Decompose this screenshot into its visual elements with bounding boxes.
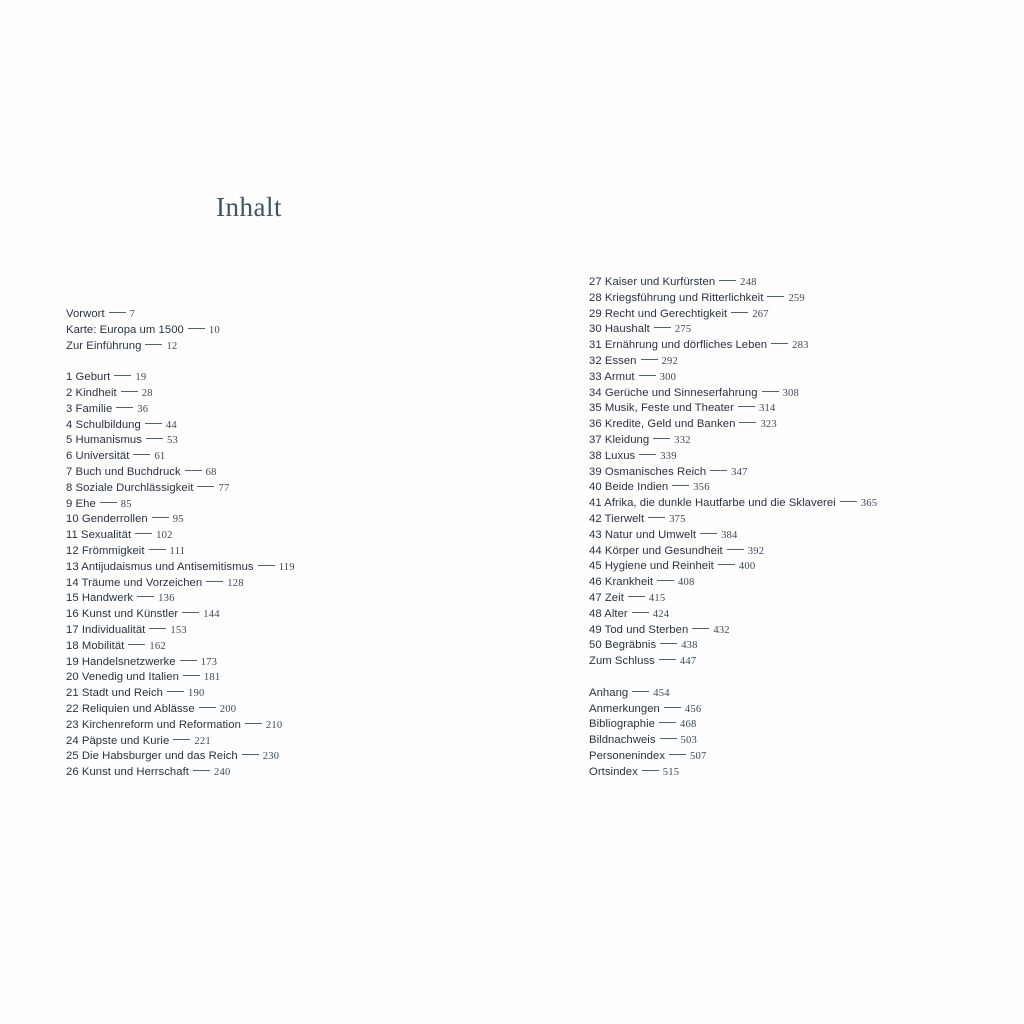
toc-entry-label: 7 Buch und Buchdruck — [66, 465, 181, 478]
toc-entry[interactable] — [66, 749, 546, 765]
toc-entry[interactable] — [66, 339, 546, 355]
toc-entry-label: 25 Die Habsburger und das Reich — [66, 750, 238, 763]
toc-entry-label: 19 Handelsnetzwerke — [66, 655, 176, 668]
toc-entry[interactable] — [66, 591, 546, 607]
toc-entry[interactable] — [589, 449, 1009, 465]
toc-column-right — [589, 275, 1009, 781]
toc-leader-rule — [146, 438, 163, 439]
toc-entry[interactable] — [589, 544, 1009, 560]
toc-leader-rule — [180, 660, 197, 661]
toc-leader-rule — [114, 375, 131, 376]
toc-entry[interactable] — [66, 497, 546, 513]
toc-entry-page: 181 — [203, 672, 221, 684]
toc-leader-rule — [188, 328, 205, 329]
toc-entry-label: 26 Kunst und Herrschaft — [66, 766, 189, 779]
toc-entry-page: 415 — [648, 592, 666, 604]
toc-group-gap — [589, 670, 1009, 686]
toc-leader-rule — [135, 533, 152, 534]
toc-entry-page: 400 — [738, 561, 756, 573]
toc-entry-label: 9 Ehe — [66, 497, 96, 510]
toc-entry-page: 375 — [669, 513, 686, 525]
toc-leader-rule — [128, 644, 145, 645]
toc-leader-rule — [771, 343, 788, 344]
toc-entry[interactable] — [66, 449, 546, 465]
toc-entry-label: Karte: Europa um 1500 — [66, 323, 184, 336]
toc-leader-rule — [718, 564, 735, 565]
toc-entry-page: 384 — [721, 529, 738, 541]
toc-entry[interactable] — [66, 734, 546, 750]
toc-entry[interactable] — [66, 670, 546, 686]
toc-entry[interactable] — [589, 528, 1009, 544]
toc-entry[interactable] — [589, 354, 1009, 370]
toc-entry-label: 8 Soziale Durchlässigkeit — [66, 481, 194, 494]
toc-entry[interactable] — [589, 338, 1009, 354]
toc-entry-page: 119 — [278, 561, 295, 573]
toc-entry-page: 200 — [219, 703, 237, 715]
toc-entry[interactable] — [66, 623, 546, 639]
toc-entry-label: Anhang — [589, 686, 629, 699]
toc-entry-label: 42 Tierwelt — [589, 512, 645, 525]
toc-entry-label: 15 Handwerk — [66, 592, 134, 605]
toc-entry[interactable] — [66, 639, 546, 655]
toc-entry-page: 12 — [166, 340, 178, 352]
toc-entry-page: 136 — [158, 593, 175, 605]
toc-entry-label: 18 Mobilität — [66, 639, 125, 652]
toc-entry-label: 5 Humanismus — [66, 434, 142, 447]
toc-entry-page: 95 — [172, 514, 184, 526]
toc-entry-page: 332 — [674, 434, 691, 446]
toc-entry[interactable] — [589, 496, 1009, 512]
toc-entry[interactable] — [589, 386, 1009, 402]
toc-entry[interactable] — [589, 765, 1009, 781]
toc-entry[interactable] — [589, 654, 1009, 670]
toc-entry-page: 300 — [659, 371, 677, 383]
toc-entry-page: 230 — [262, 751, 280, 763]
toc-entry-page: 456 — [684, 703, 702, 715]
toc-entry-label: Bildnachweis — [589, 734, 656, 747]
toc-entry-page: 308 — [782, 387, 800, 399]
toc-entry[interactable] — [589, 307, 1009, 323]
toc-entry-page: 221 — [194, 735, 211, 747]
toc-entry-page: 10 — [208, 324, 220, 336]
toc-leader-rule — [727, 549, 744, 550]
toc-leader-rule — [738, 406, 755, 407]
toc-entry-label: 36 Kredite, Geld und Banken — [589, 418, 736, 431]
toc-entry[interactable] — [66, 386, 546, 402]
toc-entry-label: 10 Genderrollen — [66, 513, 148, 526]
toc-entry-label: 32 Essen — [589, 354, 637, 367]
toc-entry-page: 210 — [265, 719, 283, 731]
toc-leader-rule — [197, 486, 214, 487]
toc-entry-page: 44 — [165, 419, 177, 431]
toc-entry-page: 102 — [156, 530, 173, 542]
toc-entry[interactable] — [589, 275, 1009, 291]
toc-entry-label: Zur Einführung — [66, 339, 142, 352]
toc-entry[interactable] — [589, 749, 1009, 765]
toc-leader-rule — [657, 580, 674, 581]
toc-leader-rule — [193, 770, 210, 771]
toc-leader-rule — [719, 280, 736, 281]
toc-entry-page: 454 — [653, 687, 670, 699]
toc-leader-rule — [660, 643, 677, 644]
toc-leader-rule — [109, 312, 126, 313]
toc-entry[interactable] — [589, 417, 1009, 433]
toc-entry[interactable] — [66, 402, 546, 418]
toc-entry-label: 3 Familie — [66, 402, 113, 415]
toc-entry-label: Personenindex — [589, 749, 666, 762]
toc-entry-label: 11 Sexualität — [66, 529, 132, 542]
toc-entry-label: 46 Krankheit — [589, 576, 654, 589]
toc-entry-label: 30 Haushalt — [589, 323, 650, 336]
toc-entry-label: 14 Träume und Vorzeichen — [66, 576, 203, 589]
toc-entry[interactable] — [589, 559, 1009, 575]
toc-entry-label: Vorwort — [66, 308, 105, 320]
toc-entry-page: 438 — [681, 640, 698, 652]
toc-entry-label: 31 Ernährung und dörfliches Leben — [589, 339, 768, 352]
toc-entry-page: 77 — [218, 482, 230, 494]
toc-entry-label: 6 Universität — [66, 450, 130, 463]
toc-entry[interactable] — [589, 702, 1009, 718]
toc-leader-rule — [137, 596, 154, 597]
toc-entry[interactable] — [589, 717, 1009, 733]
toc-entry-label: 37 Kleidung — [589, 433, 650, 446]
toc-entry-page: 144 — [203, 609, 220, 621]
toc-entry-page: 424 — [652, 608, 670, 620]
toc-entry[interactable] — [66, 576, 546, 592]
toc-leader-rule — [660, 738, 677, 739]
toc-entry-label: 45 Hygiene und Reinheit — [589, 560, 714, 573]
toc-leader-rule — [672, 485, 689, 486]
toc-entry-label: 35 Musik, Feste und Theater — [589, 402, 734, 415]
toc-leader-rule — [739, 422, 756, 423]
toc-entry[interactable] — [589, 623, 1009, 639]
toc-entry-page: 292 — [661, 355, 679, 367]
toc-leader-rule — [149, 549, 166, 550]
toc-entry-label: Ortsindex — [589, 765, 638, 778]
toc-entry-page: 275 — [674, 324, 692, 336]
toc-entry-label: 12 Frömmigkeit — [66, 544, 145, 557]
toc-entry-label: 41 Afrika, die dunkle Hautfarbe und die Sklaverei — [589, 497, 836, 510]
toc-entry[interactable] — [66, 702, 546, 718]
toc-entry-label: 16 Kunst und Künstler — [66, 608, 179, 621]
toc-entry-label: 34 Gerüche und Sinneserfahrung — [589, 386, 758, 399]
toc-entry[interactable] — [66, 607, 546, 623]
toc-entry-page: 323 — [760, 419, 777, 431]
toc-entry-page: 339 — [660, 450, 677, 462]
toc-entry-label: 27 Kaiser und Kurfürsten — [589, 276, 716, 288]
toc-entry-page: 36 — [137, 403, 149, 415]
toc-entry-page: 162 — [149, 640, 166, 652]
toc-entry[interactable] — [66, 433, 546, 449]
toc-entry-label: 38 Luxus — [589, 449, 636, 462]
toc-leader-rule — [659, 659, 676, 660]
toc-leader-rule — [116, 407, 133, 408]
toc-leader-rule — [199, 707, 216, 708]
toc-leader-rule — [133, 454, 150, 455]
toc-entry[interactable] — [589, 291, 1009, 307]
toc-leader-rule — [100, 502, 117, 503]
toc-leader-rule — [700, 533, 717, 534]
toc-leader-rule — [167, 691, 184, 692]
toc-entry[interactable] — [66, 370, 546, 386]
toc-entry-page: 267 — [752, 308, 769, 320]
toc-leader-rule — [206, 581, 223, 582]
toc-leader-rule — [692, 628, 709, 629]
toc-leader-rule — [632, 612, 649, 613]
toc-leader-rule — [840, 501, 857, 502]
toc-entry[interactable] — [589, 512, 1009, 528]
toc-entry-label: 17 Individualität — [66, 623, 146, 636]
toc-entry[interactable] — [589, 686, 1009, 702]
toc-entry[interactable] — [589, 638, 1009, 654]
toc-entry-label: 40 Beide Indien — [589, 481, 669, 494]
toc-entry-label: 39 Osmanisches Reich — [589, 465, 707, 478]
toc-entry-page: 128 — [227, 577, 244, 589]
toc-entry-page: 61 — [154, 451, 166, 463]
toc-entry-label: 43 Natur und Umwelt — [589, 528, 697, 541]
toc-entry-page: 432 — [713, 624, 730, 636]
toc-leader-rule — [121, 391, 138, 392]
toc-entry[interactable] — [589, 465, 1009, 481]
toc-leader-rule — [182, 612, 199, 613]
toc-entry[interactable] — [66, 481, 546, 497]
toc-leader-rule — [669, 754, 686, 755]
toc-entry[interactable] — [66, 512, 546, 528]
toc-leader-rule — [653, 438, 670, 439]
toc-leader-rule — [710, 470, 727, 471]
toc-leader-rule — [767, 296, 784, 297]
toc-column-left — [66, 307, 546, 781]
toc-entry[interactable] — [66, 718, 546, 734]
toc-entry-page: 447 — [679, 656, 697, 668]
toc-entry[interactable] — [66, 544, 546, 560]
toc-entry-page: 347 — [731, 466, 748, 478]
toc-entry-page: 248 — [740, 277, 757, 288]
toc-entry-page: 68 — [205, 466, 217, 478]
toc-leader-rule — [242, 754, 259, 755]
toc-leader-rule — [659, 722, 676, 723]
toc-entry[interactable] — [589, 370, 1009, 386]
toc-entry-page: 153 — [170, 624, 187, 636]
toc-leader-rule — [258, 565, 275, 566]
toc-leader-rule — [639, 454, 656, 455]
toc-entry-page: 408 — [678, 577, 695, 589]
toc-entry-page: 173 — [200, 656, 218, 668]
toc-entry-label: 22 Reliquien und Ablässe — [66, 702, 195, 715]
toc-leader-rule — [183, 675, 200, 676]
toc-leader-rule — [185, 470, 202, 471]
toc-leader-rule — [149, 628, 166, 629]
toc-entry-label: 50 Begräbnis — [589, 639, 657, 652]
toc-entry-label: Zum Schluss — [589, 655, 655, 668]
toc-entry-page: 515 — [662, 766, 680, 778]
toc-leader-rule — [641, 359, 658, 360]
toc-entry-page: 19 — [135, 372, 147, 384]
toc-entry-page: 259 — [788, 292, 805, 304]
toc-entry-page: 365 — [860, 498, 878, 510]
toc-entry[interactable] — [589, 733, 1009, 749]
toc-entry-label: 20 Venedig und Italien — [66, 671, 179, 684]
toc-entry-label: 47 Zeit — [589, 591, 624, 604]
toc-leader-rule — [632, 691, 649, 692]
toc-entry-label: 29 Recht und Gerechtigkeit — [589, 307, 728, 320]
toc-entry[interactable] — [589, 591, 1009, 607]
toc-entry-label: 44 Körper und Gesundheit — [589, 544, 723, 557]
toc-leader-rule — [639, 375, 656, 376]
toc-entry[interactable] — [66, 765, 546, 781]
toc-leader-rule — [152, 517, 169, 518]
toc-entry-page: 356 — [693, 482, 710, 494]
toc-entry-label: Bibliographie — [589, 718, 655, 731]
toc-entry-label: 1 Geburt — [66, 371, 111, 384]
toc-entry[interactable] — [589, 607, 1009, 623]
toc-leader-rule — [245, 723, 262, 724]
toc-entry-label: 23 Kirchenreform und Reformation — [66, 718, 241, 731]
toc-leader-rule — [145, 423, 162, 424]
toc-entry-label: 28 Kriegsführung und Ritterlichkeit — [589, 291, 764, 304]
toc-entry[interactable] — [589, 322, 1009, 338]
toc-entry-label: 24 Päpste und Kurie — [66, 734, 170, 747]
toc-entry-page: 190 — [188, 688, 205, 700]
toc-entry-label: 49 Tod und Sterben — [589, 623, 689, 636]
toc-entry[interactable] — [66, 528, 546, 544]
toc-leader-rule — [664, 707, 681, 708]
toc-entry[interactable] — [589, 575, 1009, 591]
toc-entry[interactable] — [66, 307, 546, 323]
toc-entry-label: 4 Schulbildung — [66, 418, 141, 431]
toc-entry[interactable] — [66, 418, 546, 434]
toc-entry[interactable] — [66, 323, 546, 339]
toc-entry-page: 283 — [792, 340, 809, 352]
toc-entry-label: 2 Kindheit — [66, 386, 117, 399]
toc-group-gap — [66, 354, 546, 370]
toc-entry-label: 13 Antijudaismus und Antisemitismus — [66, 560, 254, 573]
toc-leader-rule — [654, 327, 671, 328]
toc-leader-rule — [731, 312, 748, 313]
toc-entry-page: 503 — [680, 735, 698, 747]
toc-entry[interactable] — [589, 401, 1009, 417]
toc-entry-page: 111 — [169, 545, 186, 557]
toc-leader-rule — [173, 739, 190, 740]
toc-leader-rule — [642, 770, 659, 771]
toc-entry[interactable] — [66, 686, 546, 702]
toc-entry[interactable] — [66, 560, 546, 576]
toc-entry-page: 507 — [690, 750, 707, 762]
toc-entry-page: 53 — [166, 435, 178, 447]
toc-entry-label: 48 Alter — [589, 607, 628, 620]
toc-entry-page: 85 — [120, 498, 132, 510]
toc-entry[interactable] — [66, 655, 546, 671]
toc-entry[interactable] — [66, 465, 546, 481]
toc-entry[interactable] — [589, 480, 1009, 496]
toc-leader-rule — [648, 517, 665, 518]
toc-entry-page: 468 — [679, 719, 697, 731]
toc-entry-label: Anmerkungen — [589, 702, 660, 715]
toc-entry-label: 21 Stadt und Reich — [66, 687, 163, 700]
toc-entry-label: 33 Armut — [589, 370, 635, 383]
page-title: Inhalt — [216, 192, 282, 222]
toc-leader-rule — [628, 596, 645, 597]
toc-entry[interactable] — [589, 433, 1009, 449]
toc-leader-rule — [762, 391, 779, 392]
toc-entry-page: 7 — [129, 309, 136, 320]
toc-entry-page: 392 — [747, 545, 765, 557]
toc-entry-page: 314 — [758, 403, 776, 415]
toc-entry-page: 240 — [213, 767, 231, 779]
toc-entry-page: 28 — [141, 387, 153, 399]
toc-leader-rule — [145, 344, 162, 345]
